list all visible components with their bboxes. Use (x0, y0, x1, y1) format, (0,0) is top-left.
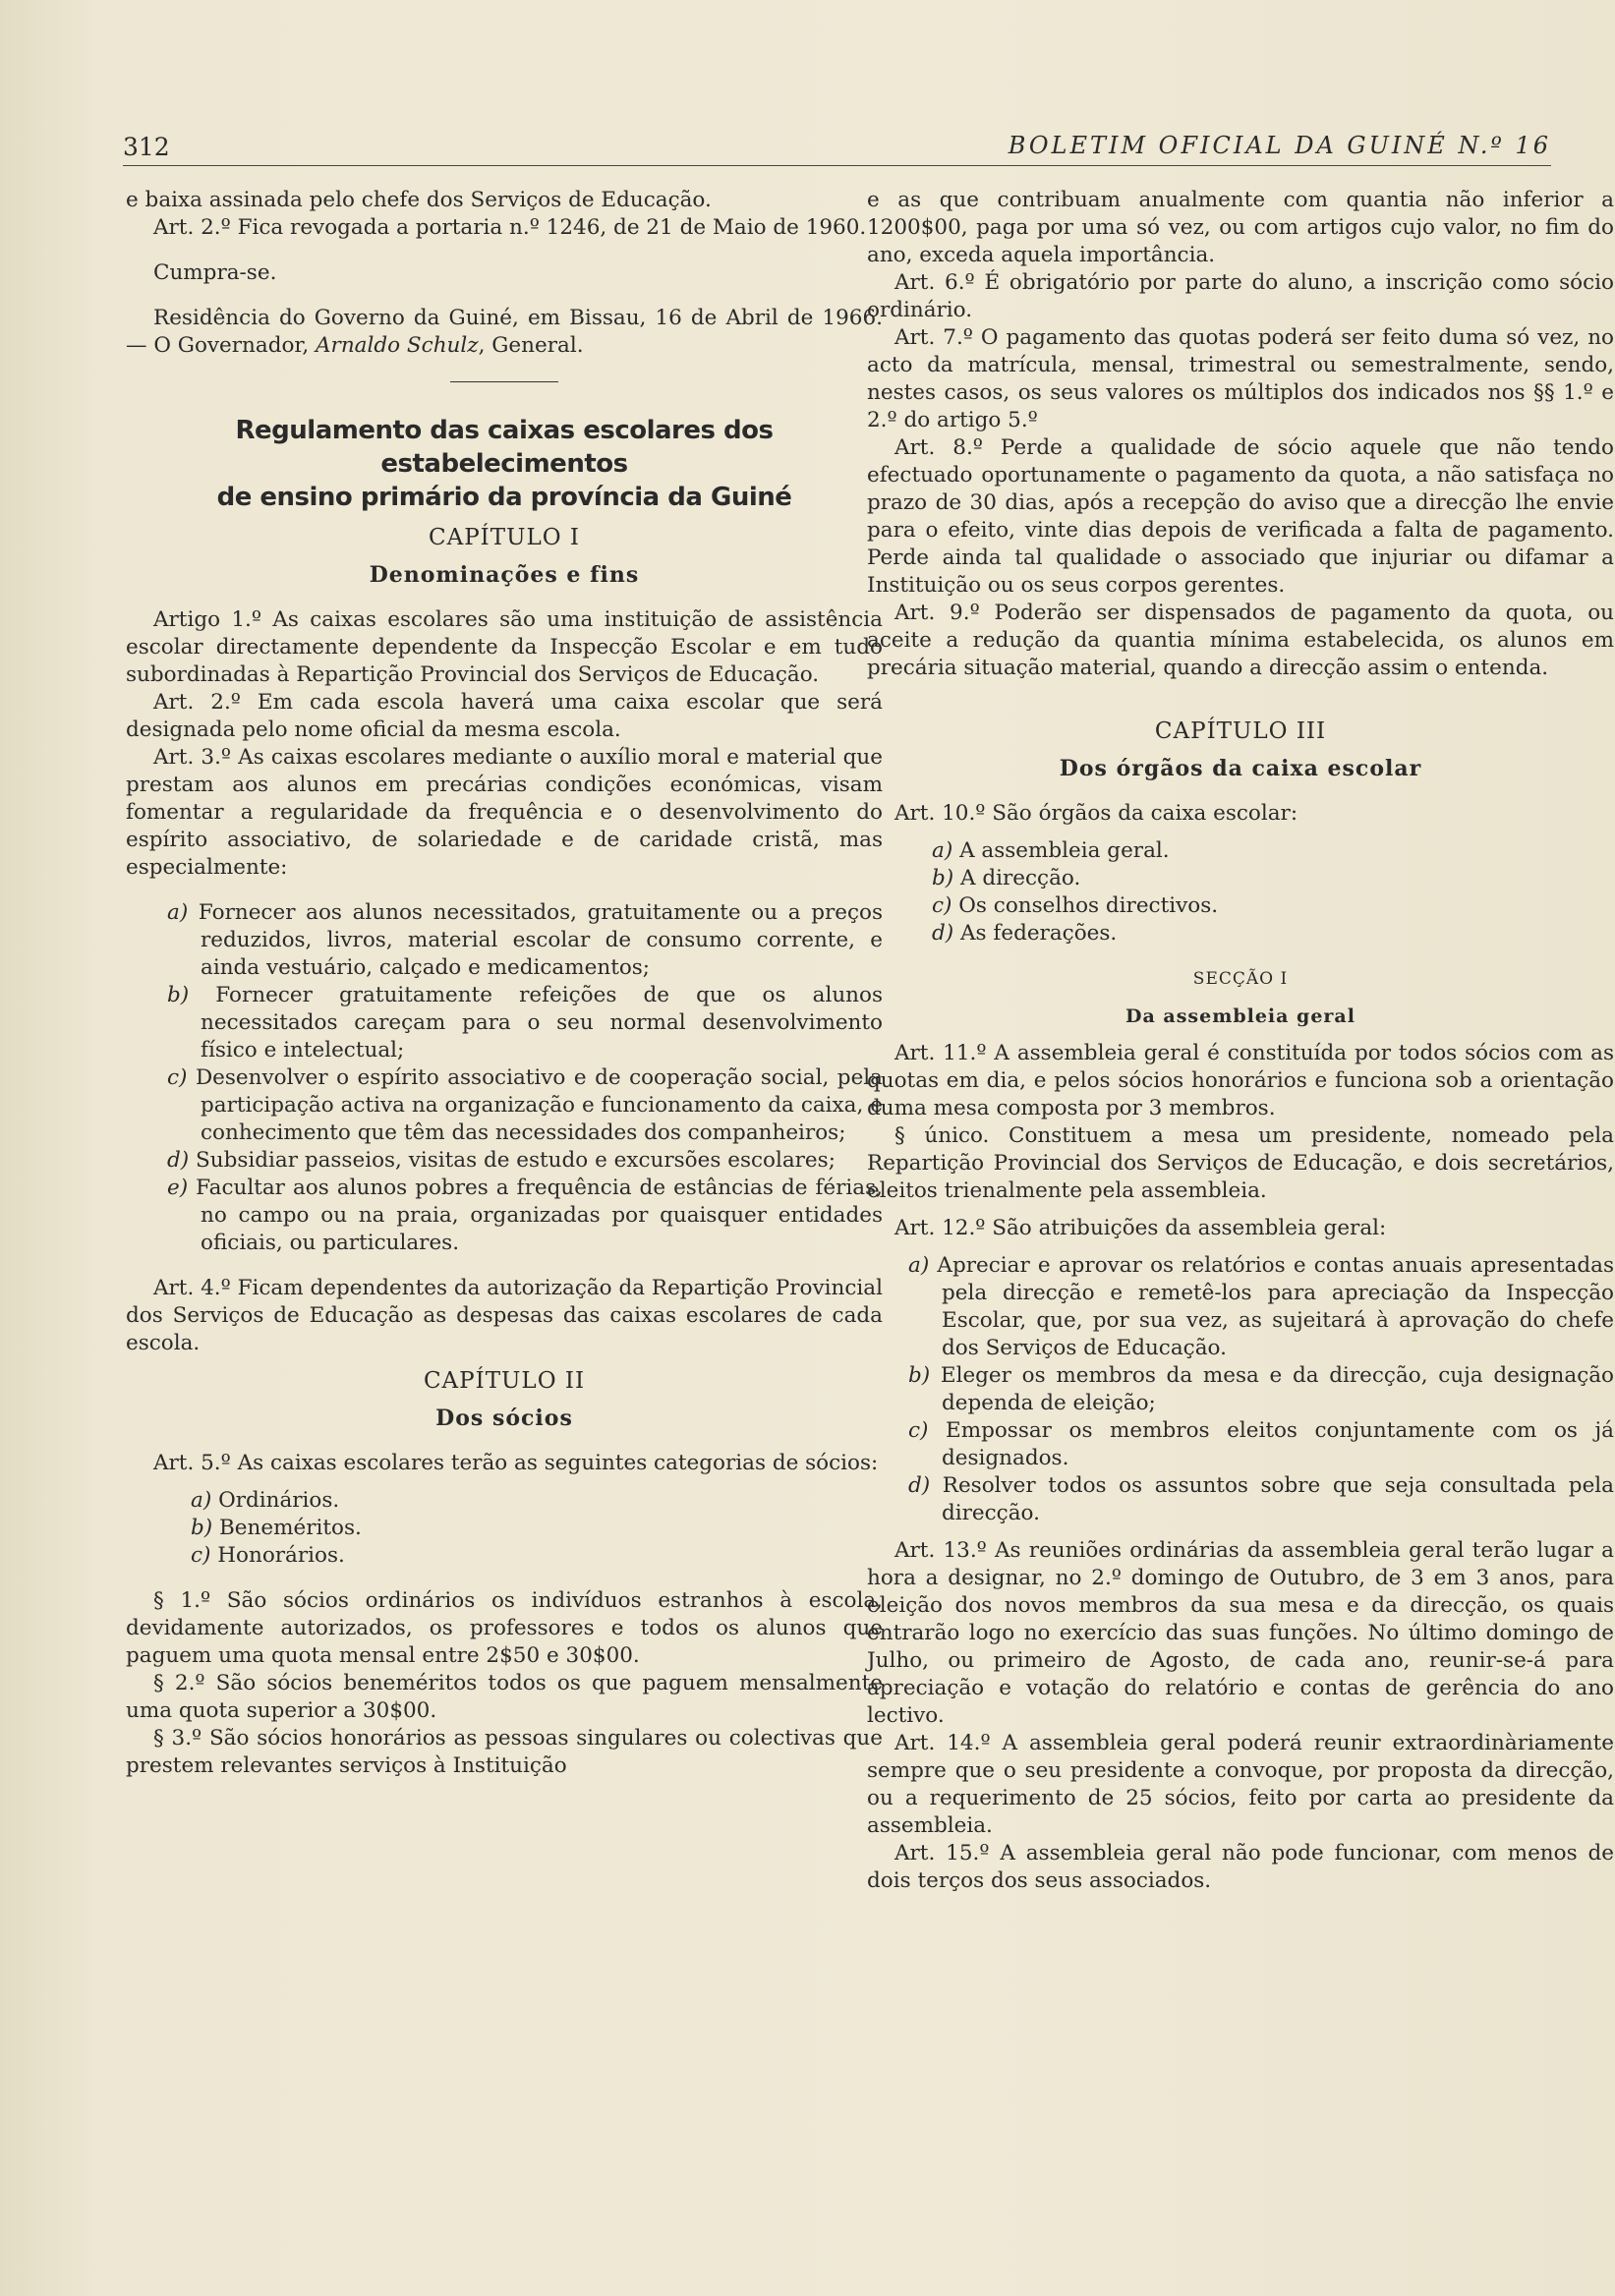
article-8: Art. 8.º Perde a qualidade de sócio aquele que não tendo efectuado oportunamente o pagamento da quota, a não satisfaça no prazo de 30 dias, após a recepção do aviso que a direcção lhe envie para o efeito, vinte dias depois de verificada a falta de pagamento. Perde ainda tal qualidade o associado que injuriar ou difamar a Instituição ou os seus corpos gerentes. (867, 435, 1614, 598)
article-14: Art. 14.º A assembleia geral poderá reunir extraordinàriamente sempre que o seu presidente a convoque, por proposta da direcção, ou a requerimento de 25 sócios, feito por carta ao presidente da assembleia. (867, 1731, 1614, 1838)
list-item: c) Desenvolver o espírito associativo e de cooperação social, pela participação activa na organização e funcionamento da caixa, e conhecimento que têm das necessidades dos companheiros; (167, 1065, 883, 1145)
paragraph-3-continued: e as que contribuam anualmente com quantia não inferior a 1200$00, paga por uma só vez, ou com artigos cujo valor, no fim do ano, exceda aquela importância. (867, 188, 1614, 267)
article-11-paragraph: § único. Constituem a mesa um presidente, nomeado pela Repartição Provincial dos Serviços de Educação, e dois secretários, eleitos trienalmente pela assembleia. (867, 1123, 1614, 1203)
article-5: Art. 5.º As caixas escolares terão as seguintes categorias de sócios: (153, 1451, 879, 1475)
article-3-list (126, 899, 883, 1257)
cumpra-se: Cumpra-se. (153, 260, 277, 285)
separator-line (450, 381, 558, 382)
paragraph-1: § 1.º São sócios ordinários os indivíduos estranhos à escola, devidamente autorizados, os professores e todos os alunos que paguem uma quota mensal entre 2$50 e 30$00. (126, 1588, 883, 1668)
governor-name: Arnaldo Schulz (316, 333, 479, 358)
article-3: Art. 3.º As caixas escolares mediante o auxílio moral e material que prestam aos alunos em precárias condições económicas, visam fomentar a regularidade da frequência e o desenvolvimento do espírito associativo, de solariedade e de caridade cristã, mas especialmente: (126, 745, 883, 880)
list-item: b) Fornecer gratuitamente refeições de que os alunos necessitados careçam para o seu normal desenvolvimento físico e intelectual; (167, 983, 883, 1062)
right-column (867, 187, 1614, 1895)
regulation-title: Regulamento das caixas escolares dos estabelecimentos de ensino primário da província da Guiné (216, 416, 792, 512)
article-13: Art. 13.º As reuniões ordinárias da assembleia geral terão lugar a hora a designar, no 2.º domingo de Outubro, de 3 em 3 anos, para eleição dos novos membros da sua mesa e da direcção, os quais entrarão logo no exercício das suas funções. No último domingo de Julho, ou primeiro de Agosto, de cada ano, reunir-se-á para apreciação e votação do relatório e contas de gerência do ano lectivo. (867, 1538, 1614, 1728)
paragraph-2: § 2.º São sócios beneméritos todos os que paguem mensalmente uma quota superior a 30$00. (126, 1671, 883, 1723)
list-item: d) Resolver todos os assuntos sobre que seja consultada pela direcção. (908, 1473, 1614, 1525)
left-column (126, 187, 883, 1780)
section-1-subtitle: Da assembleia geral (1125, 1005, 1355, 1027)
list-item: a) A assembleia geral. (932, 838, 1170, 863)
article-2: Art. 2.º Em cada escola haverá uma caixa escolar que será designada pelo nome oficial da mesma escola. (126, 690, 883, 742)
article-10: Art. 10.º São órgãos da caixa escolar: (894, 801, 1298, 826)
chapter-2-heading: CAPÍTULO II (423, 1368, 586, 1394)
list-item: b) Beneméritos. (191, 1516, 362, 1540)
article-7: Art. 7.º O pagamento das quotas poderá ser feito duma só vez, no acto da matrícula, mensal, trimestral ou semestralmente, sendo, nestes casos, os seus valores os múltiplos dos indicados nos §§ 1.º e 2.º do artigo 5.º (867, 325, 1614, 432)
list-item: a) Fornecer aos alunos necessitados, gratuitamente ou a preços reduzidos, livros, material escolar de consumo corrente, e ainda vestuário, calçado e medicamentos; (167, 900, 883, 980)
list-item: c) Honorários. (191, 1543, 345, 1568)
article-5-list (126, 1487, 883, 1570)
article-10-list (867, 837, 1614, 947)
list-item: d) Subsidiar passeios, visitas de estudo e excursões escolares; (167, 1148, 836, 1173)
chapter-3-subtitle: Dos órgãos da caixa escolar (1059, 756, 1422, 781)
list-item: c) Empossar os membros eleitos conjuntamente com os já designados. (908, 1418, 1614, 1470)
page-number: 312 (123, 133, 170, 161)
signature-paragraph: Residência do Governo da Guiné, em Bissau, 16 de Abril de 1966. — O Governador, Arnaldo Schulz, General. (126, 306, 883, 358)
article-11: Art. 11.º A assembleia geral é constituída por todos sócios com as quotas em dia, e pelos sócios honorários e funciona sob a orientação duma mesa composta por 3 membros. (867, 1041, 1614, 1120)
list-item: b) Eleger os membros da mesa e da direcção, cuja designação dependa de eleição; (908, 1363, 1614, 1415)
article-6: Art. 6.º É obrigatório por parte do aluno, a inscrição como sócio ordinário. (867, 270, 1614, 322)
article-9: Art. 9.º Poderão ser dispensados de pagamento da quota, ou aceite a redução da quantia mínima estabelecida, os alunos em precária situação material, quando a direcção assim o entenda. (867, 601, 1614, 680)
list-item: b) A direcção. (932, 866, 1081, 890)
article-15: Art. 15.º A assembleia geral não pode funcionar, com menos de dois terços dos seus associados. (867, 1841, 1614, 1893)
article-2-revocation: Art. 2.º Fica revogada a portaria n.º 1246, de 21 de Maio de 1960. (153, 215, 867, 240)
page-header (123, 106, 1551, 166)
list-item: a) Apreciar e aprovar os relatórios e contas anuais apresentadas pela direcção e remetê-los para apreciação da Inspecção Escolar, que, por sua vez, as sujeitará à aprovação do chefe dos Serviços de Educação. (908, 1253, 1614, 1360)
chapter-1-subtitle: Denominações e fins (369, 562, 640, 588)
list-item: e) Facultar aos alunos pobres a frequência de estâncias de férias, no campo ou na praia, organizadas por quaisquer entidades oficiais, ou particulares. (167, 1176, 883, 1255)
article-1: Artigo 1.º As caixas escolares são uma instituição de assistência escolar directamente dependente da Inspecção Escolar e em tudo subordinadas à Repartição Provincial dos Serviços de Educação. (126, 607, 883, 687)
chapter-1-heading: CAPÍTULO I (428, 525, 581, 550)
list-item: d) As federações. (932, 921, 1118, 946)
bulletin-title: BOLETIM OFICIAL DA GUINÉ N.º 16 (1008, 132, 1551, 159)
section-1-heading: SECÇÃO I (1192, 969, 1289, 989)
paragraph: e baixa assinada pelo chefe dos Serviços de Educação. (126, 188, 712, 212)
paragraph-3: § 3.º São sócios honorários as pessoas singulares ou colectivas que prestem relevantes serviços à Instituição (126, 1726, 883, 1778)
list-item: c) Os conselhos directivos. (932, 893, 1219, 918)
chapter-2-subtitle: Dos sócios (435, 1406, 573, 1431)
chapter-3-heading: CAPÍTULO III (1154, 718, 1327, 744)
article-12: Art. 12.º São atribuições da assembleia geral: (894, 1216, 1387, 1240)
article-12-list (867, 1252, 1614, 1527)
list-item: a) Ordinários. (191, 1488, 340, 1513)
article-4: Art. 4.º Ficam dependentes da autorização da Repartição Provincial dos Serviços de Educação as despesas das caixas escolares de cada escola. (126, 1276, 883, 1355)
